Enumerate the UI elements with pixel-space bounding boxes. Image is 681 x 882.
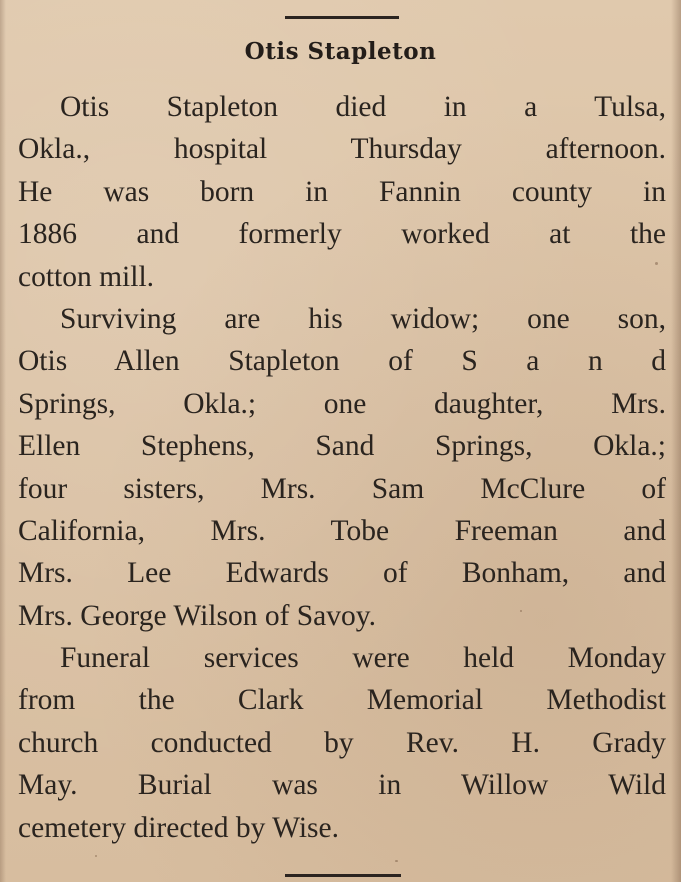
- top-rule: [285, 16, 399, 19]
- paper-speck: [655, 262, 658, 265]
- paragraph-2-line-5: four sisters, Mrs. Sam McClure of: [18, 472, 666, 505]
- paragraph-3-line-3: church conducted by Rev. H. Grady: [18, 726, 666, 759]
- obituary-body: [18, 86, 666, 849]
- paragraph-3-line-2: from the Clark Memorial Methodist: [18, 684, 666, 717]
- paragraph-2-line-7: Mrs. Lee Edwards of Bonham, and: [18, 557, 666, 590]
- paragraph-2-line-2: Otis Allen Stapleton of S a n d: [18, 345, 666, 378]
- paper-speck: [95, 855, 97, 857]
- paper-speck: [520, 610, 522, 612]
- paragraph-1-line-4: 1886 and formerly worked at the: [18, 218, 666, 251]
- paragraph-3-line-4: May. Burial was in Willow Wild: [18, 769, 666, 802]
- paragraph-3-line-5: cemetery directed by Wise.: [18, 811, 339, 844]
- paper-speck: [395, 860, 398, 862]
- paper-edge-right: [671, 0, 681, 882]
- paragraph-1-line-2: Okla., hospital Thursday afternoon.: [18, 133, 666, 166]
- paragraph-2-line-6: California, Mrs. Tobe Freeman and: [18, 514, 666, 547]
- obituary-headline: Otis Stapleton: [244, 38, 437, 65]
- bottom-rule: [285, 874, 401, 877]
- paragraph-1-line-1: Otis Stapleton died in a Tulsa,: [60, 91, 666, 123]
- paragraph-2-line-1: Surviving are his widow; one son,: [60, 302, 666, 335]
- paragraph-1-line-3: He was born in Fannin county in: [18, 175, 666, 208]
- paragraph-2-line-3: Springs, Okla.; one daughter, Mrs.: [18, 387, 666, 420]
- paragraph-1-line-5: cotton mill.: [18, 260, 155, 293]
- paper-edge-left: [0, 0, 6, 882]
- paragraph-2-line-4: Ellen Stephens, Sand Springs, Okla.;: [18, 430, 666, 463]
- paper-speck: [150, 318, 152, 320]
- paragraph-2-line-8: Mrs. George Wilson of Savoy.: [18, 599, 376, 632]
- paragraph-3-line-1: Funeral services were held Monday: [60, 642, 666, 675]
